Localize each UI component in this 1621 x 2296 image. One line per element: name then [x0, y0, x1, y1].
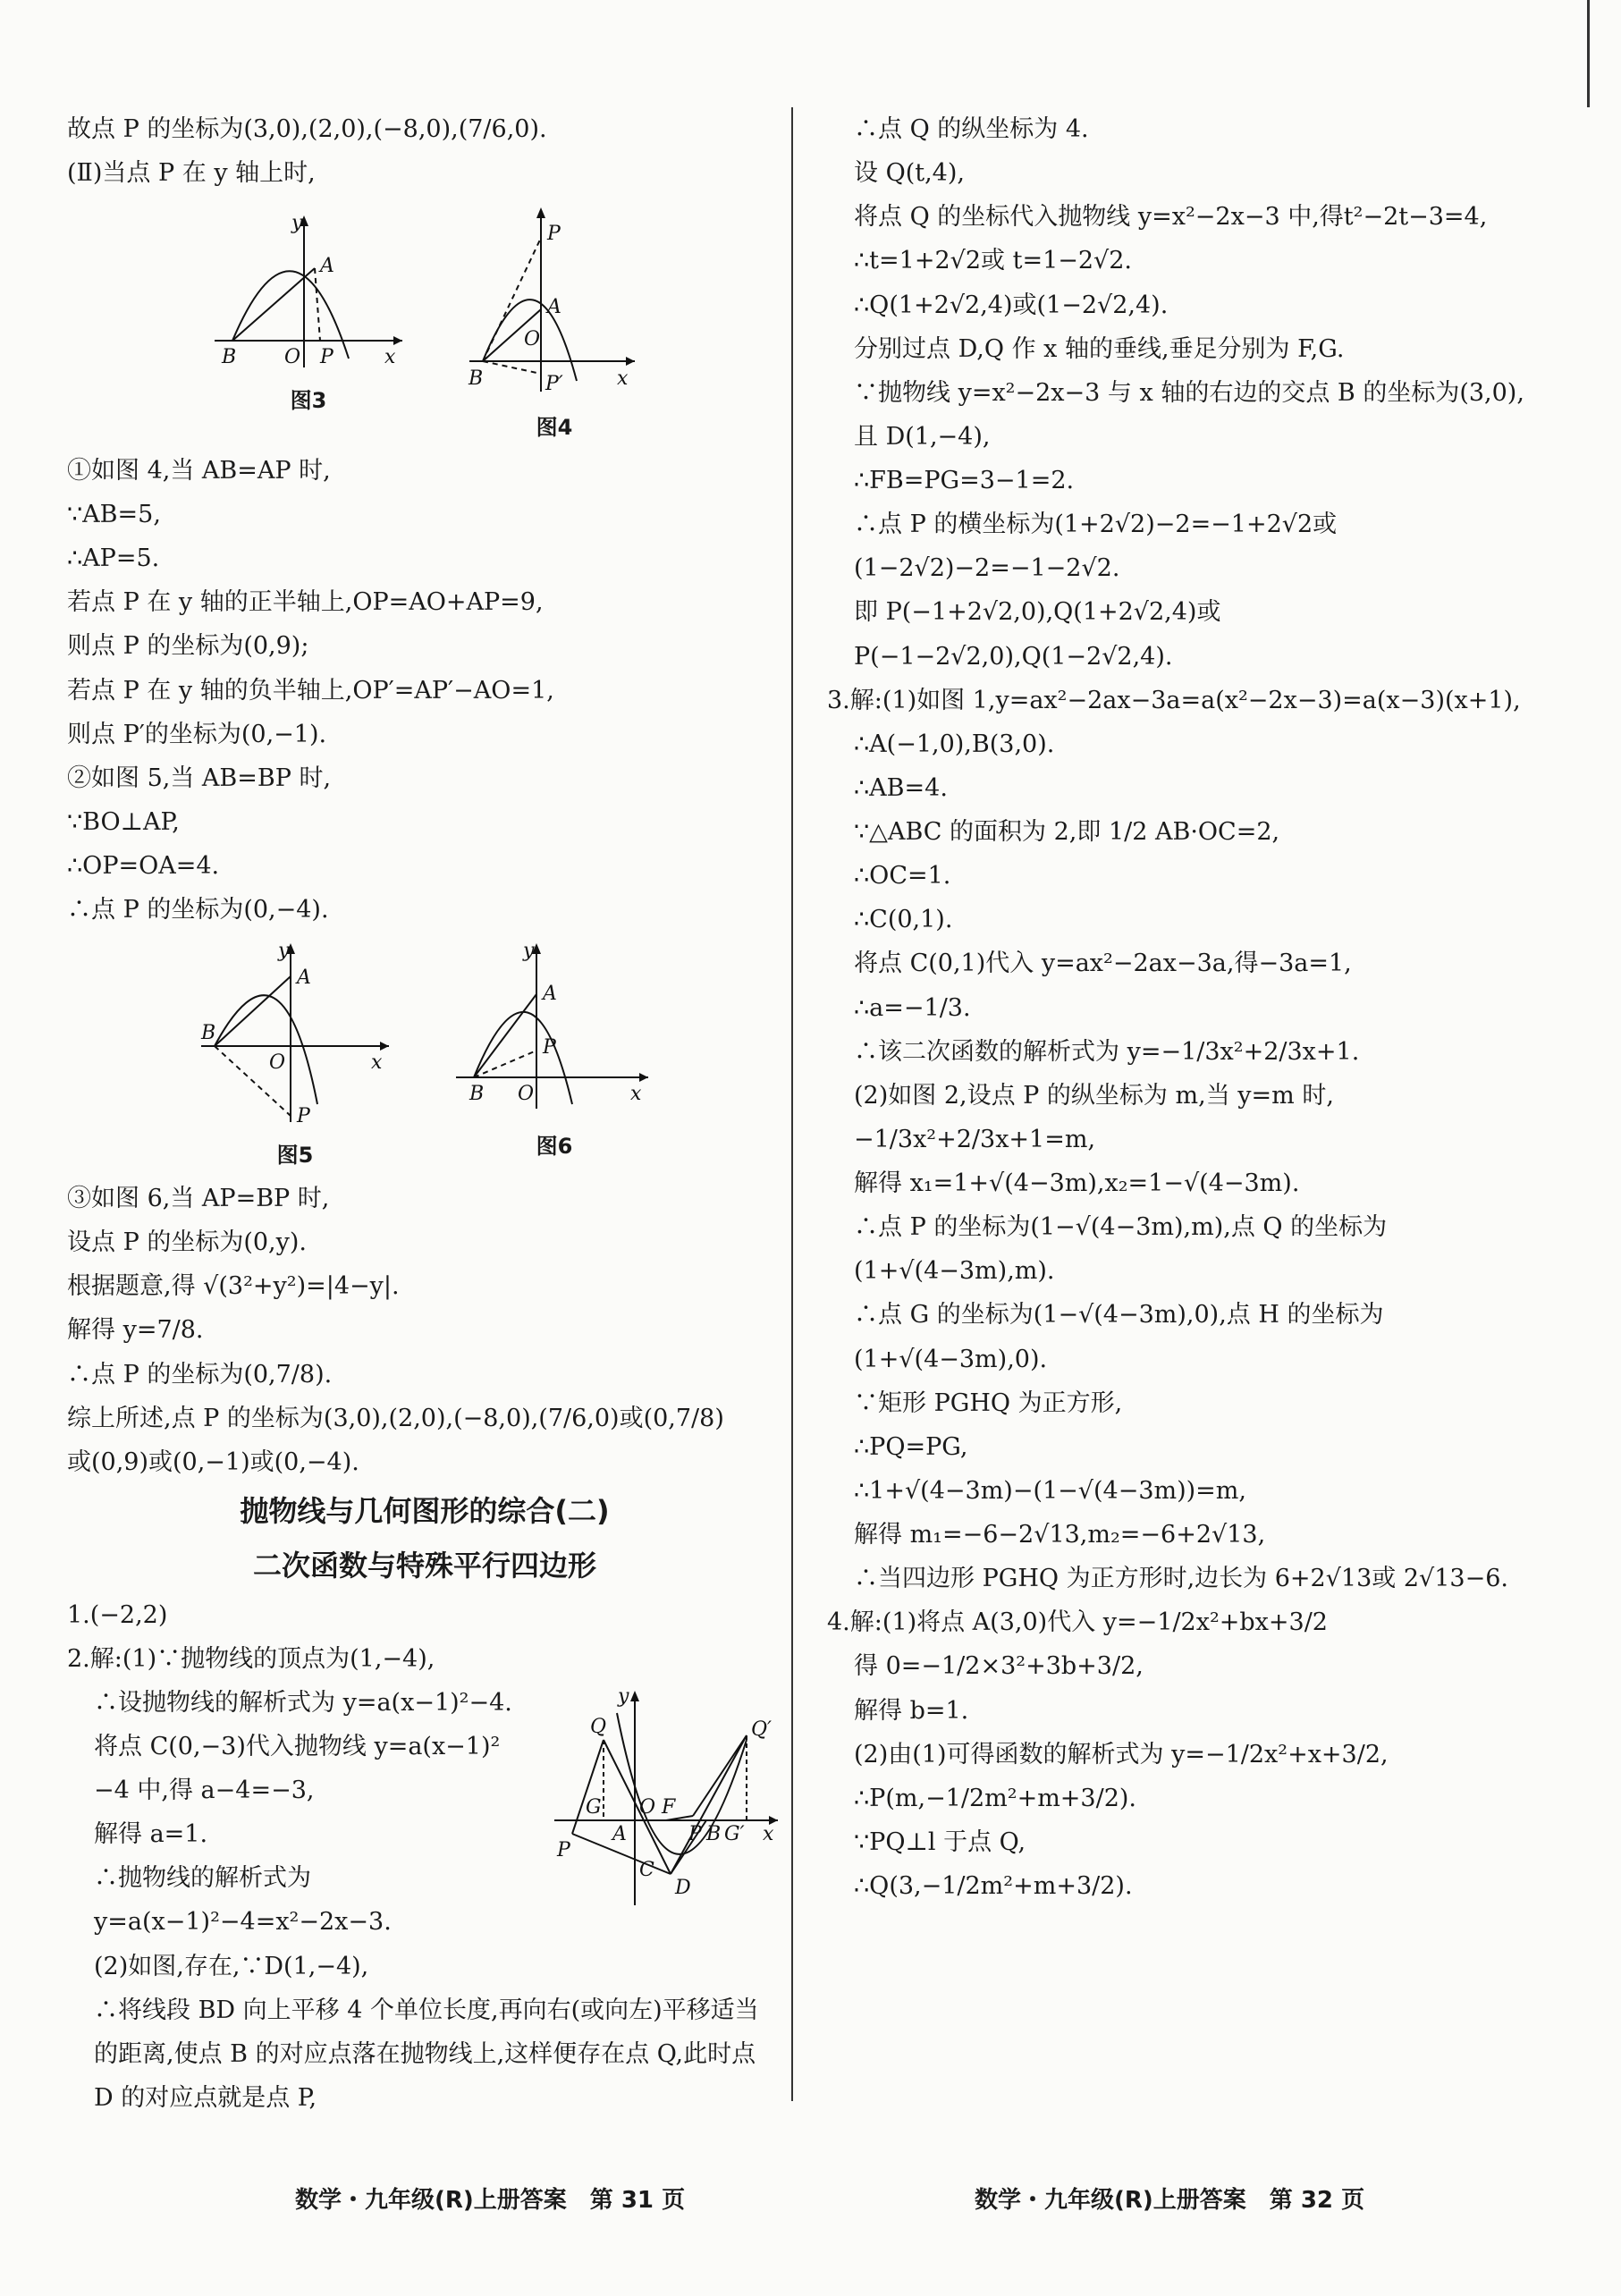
figure-4-graph	[465, 202, 644, 399]
svg-text:O: O	[269, 1051, 286, 1075]
text-line: ∴P(m,−1/2m²+m+3/2).	[854, 1784, 1136, 1812]
figure-5-graph	[192, 939, 398, 1127]
text-line: 解得 b=1.	[854, 1696, 969, 1725]
figure-q2-graph	[550, 1686, 782, 1910]
figure-5-caption: 图5	[276, 1143, 314, 1169]
text-line: ∴点 Q 的纵坐标为 4.	[854, 115, 1089, 143]
figure-3-caption: 图3	[290, 388, 327, 414]
text-line: ∴点 P 的坐标为(0,7/8).	[67, 1360, 333, 1389]
text-line: ∴抛物线的解析式为 y=a(x−1)²−4=x²−2x−3.	[94, 1864, 392, 1937]
text-line: 分别过点 D,Q 作 x 轴的垂线,垂足分别为 F,G.	[854, 334, 1345, 363]
text-line: ∵抛物线 y=x²−2x−3 与 x 轴的右边的交点 B 的坐标为(3,0),且 D(1,−4),	[854, 378, 1524, 451]
text-line: ∴点 P 的坐标为(0,−4).	[67, 896, 329, 924]
text-line: ③如图 6,当 AP=BP 时,	[67, 1185, 330, 1213]
figure-5	[192, 939, 398, 1171]
svg-text:y: y	[278, 940, 290, 963]
section-heading: 抛物线与几何图形的综合(二)	[240, 1493, 610, 1528]
text-line: ∴点 P 的坐标为(1−√(4−3m),m),点 Q 的坐标为(1+√(4−3m),m).	[854, 1213, 1388, 1286]
text-line: 综上所述,点 P 的坐标为(3,0),(2,0),(−8,0),(7/6,0)或(0,7/8)	[67, 1404, 724, 1432]
svg-text:B: B	[469, 367, 484, 391]
svg-text:P: P	[688, 1822, 702, 1845]
text-line: ∴设抛物线的解析式为 y=a(x−1)²−4.	[94, 1688, 512, 1717]
svg-text:y: y	[523, 940, 535, 963]
svg-text:C: C	[639, 1858, 654, 1881]
text-line: 设 Q(t,4),	[854, 159, 965, 188]
text-line: ∵AB=5,	[67, 501, 161, 529]
text-line: 则点 P′的坐标为(0,−1).	[67, 720, 327, 748]
figure-3	[206, 202, 411, 443]
text-line: ∴C(0,1).	[854, 906, 953, 934]
text-line: ∴该二次函数的解析式为 y=−1/3x²+2/3x+1.	[854, 1037, 1360, 1066]
svg-text:P′: P′	[545, 373, 563, 396]
text-line: ②如图 5,当 AB=BP 时,	[67, 764, 332, 792]
text-line: ∴点 G 的坐标为(1−√(4−3m),0),点 H 的坐标为(1+√(4−3m),0).	[854, 1301, 1384, 1373]
text-line: −4 中,得 a−4=−3,	[94, 1777, 315, 1805]
svg-text:B: B	[201, 1022, 216, 1045]
text-line: 解得 y=7/8.	[67, 1316, 204, 1345]
top-rule	[1587, 0, 1590, 107]
text-line: 解得 a=1.	[94, 1820, 208, 1849]
answer-1: 1.(−2,2)	[67, 1600, 168, 1629]
figure-6-graph	[452, 939, 657, 1118]
text-line: ∴a=−1/3.	[854, 993, 971, 1022]
figure-row-5-6	[67, 939, 782, 1171]
text-line: 即 P(−1+2√2,0),Q(1+2√2,4)或 P(−1−2√2,0),Q(1−2√2,4).	[854, 598, 1229, 671]
text-line: (2)由(1)可得函数的解析式为 y=−1/2x²+x+3/2,	[854, 1740, 1389, 1768]
svg-text:B: B	[222, 346, 237, 369]
svg-text:x: x	[384, 346, 396, 369]
text-line: 或(0,9)或(0,−1)或(0,−4).	[67, 1448, 359, 1476]
left-column	[67, 107, 782, 2120]
figure-3-graph	[206, 202, 411, 372]
svg-text:A: A	[297, 967, 311, 990]
figure-4-caption: 图4	[536, 415, 573, 441]
svg-text:x: x	[617, 367, 629, 391]
figure-q2	[550, 1686, 782, 1924]
text-line: ∴OP=OA=4.	[67, 852, 220, 881]
svg-text:A: A	[320, 255, 334, 278]
svg-text:x: x	[371, 1051, 383, 1075]
text-line: 若点 P 在 y 轴的负半轴上,OP′=AP′−AO=1,	[67, 676, 554, 705]
text-line: ∴AP=5.	[67, 544, 160, 573]
svg-text:B: B	[706, 1822, 722, 1845]
svg-text:O: O	[639, 1795, 656, 1819]
text-line: 若点 P 在 y 轴的正半轴上,OP=AO+AP=9,	[67, 588, 544, 617]
figure-6-caption: 图6	[536, 1134, 573, 1160]
svg-text:x: x	[630, 1083, 642, 1106]
svg-text:G: G	[586, 1795, 602, 1819]
text-line: (2)如图,存在,∵D(1,−4),	[94, 1952, 369, 1980]
text-line: 根据题意,得 √(3²+y²)=|4−y|.	[67, 1272, 400, 1301]
svg-text:G′: G′	[724, 1822, 745, 1845]
text-line: ∴OC=1.	[854, 862, 951, 891]
svg-text:Q′: Q′	[751, 1718, 773, 1741]
text-line: 解得 x₁=1+√(4−3m),x₂=1−√(4−3m).	[854, 1169, 1300, 1197]
svg-text:D: D	[675, 1876, 691, 1899]
text-line: ①如图 4,当 AB=AP 时,	[67, 456, 331, 485]
figure-row-3-4	[67, 202, 782, 443]
text-line: 将点 C(0,−3)代入抛物线 y=a(x−1)²	[94, 1732, 501, 1760]
text-line: ∴将线段 BD 向上平移 4 个单位长度,再向右(或向左)平移适当的距离,使点 B 的对应点落在抛物线上,这样便存在点 Q,此时点 D 的对应点就是点 P,	[94, 1996, 764, 2112]
svg-text:P: P	[543, 1036, 556, 1059]
text-line: 故点 P 的坐标为(3,0),(2,0),(−8,0),(7/6,0).	[67, 115, 547, 143]
svg-text:O: O	[524, 328, 541, 351]
text-line: 则点 P 的坐标为(0,9);	[67, 632, 309, 661]
text-line: ∴PQ=PG,	[854, 1432, 968, 1461]
svg-text:A: A	[543, 983, 557, 1006]
svg-text:P: P	[320, 346, 333, 369]
answer-4-title: 4.解:(1)将点 A(3,0)代入 y=−1/2x²+bx+3/2	[827, 1608, 1328, 1637]
text-line: ∴Q(1+2√2,4)或(1−2√2,4).	[854, 291, 1169, 319]
text-line: ∵PQ⊥l 于点 Q,	[854, 1828, 1026, 1856]
right-column	[827, 107, 1533, 1908]
text-line: ∴1+√(4−3m)−(1−√(4−3m))=m,	[854, 1476, 1246, 1505]
answer-3-title: 3.解:(1)如图 1,y=ax²−2ax−3a=a(x²−2x−3)=a(x−3)(x+1),	[827, 686, 1521, 714]
svg-text:P: P	[547, 223, 561, 246]
text-line: ∴A(−1,0),B(3,0).	[854, 730, 1055, 758]
text-line: ∴点 P 的横坐标为(1+2√2)−2=−1+2√2或(1−2√2)−2=−1−2√2.	[854, 511, 1338, 583]
section-subheading: 二次函数与特殊平行四边形	[252, 1548, 596, 1583]
svg-text:A: A	[612, 1822, 627, 1845]
svg-text:O: O	[284, 346, 301, 369]
text-line: ∴Q(3,−1/2m²+m+3/2).	[854, 1872, 1133, 1900]
text-line: 解得 m₁=−6−2√13,m₂=−6+2√13,	[854, 1521, 1266, 1549]
svg-text:B: B	[469, 1083, 485, 1106]
figure-4	[465, 202, 644, 443]
svg-text:P: P	[557, 1838, 570, 1861]
text-line: ∵BO⊥AP,	[67, 807, 180, 836]
text-line: ∴FB=PG=3−1=2.	[854, 467, 1075, 494]
text-line: (2)如图 2,设点 P 的纵坐标为 m,当 y=m 时,−1/3x²+2/3x+1=m,	[854, 1081, 1334, 1153]
column-divider	[791, 107, 793, 2101]
svg-text:F: F	[662, 1795, 676, 1819]
svg-text:y: y	[291, 212, 303, 235]
text-line: 将点 Q 的坐标代入抛物线 y=x²−2x−3 中,得t²−2t−3=4,	[854, 203, 1488, 232]
figure-6	[452, 939, 657, 1171]
text-line: 设点 P 的坐标为(0,y).	[67, 1228, 307, 1257]
svg-text:O: O	[518, 1083, 535, 1106]
page-footer-left: 数学・九年级(R)上册答案 第 31 页	[295, 2187, 686, 2214]
text-line: ∴AB=4.	[854, 773, 948, 802]
svg-text:P: P	[297, 1105, 310, 1127]
text-line: (Ⅱ)当点 P 在 y 轴上时,	[67, 159, 316, 188]
text-line: 得 0=−1/2×3²+3b+3/2,	[854, 1652, 1144, 1681]
answer-2-title: 2.解:(1)∵抛物线的顶点为(1,−4),	[67, 1644, 435, 1673]
svg-text:y: y	[618, 1685, 629, 1708]
text-line: 将点 C(0,1)代入 y=ax²−2ax−3a,得−3a=1,	[854, 950, 1352, 978]
svg-text:Q: Q	[590, 1715, 607, 1738]
svg-text:x: x	[763, 1822, 774, 1845]
page-footer-right: 数学・九年级(R)上册答案 第 32 页	[975, 2187, 1365, 2214]
svg-text:A: A	[547, 296, 561, 319]
text-line: ∵矩形 PGHQ 为正方形,	[854, 1389, 1123, 1417]
text-line: ∴t=1+2√2或 t=1−2√2.	[854, 247, 1133, 275]
text-line: ∴当四边形 PGHQ 为正方形时,边长为 6+2√13或 2√13−6.	[854, 1565, 1508, 1593]
text-line: ∵△ABC 的面积为 2,即 1/2 AB·OC=2,	[854, 818, 1280, 846]
